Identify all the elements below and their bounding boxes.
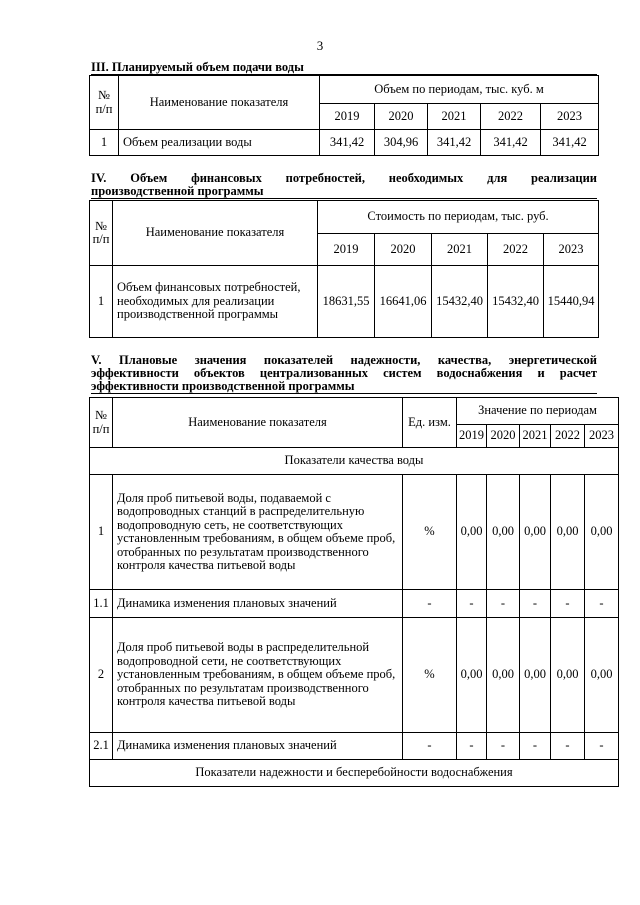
year-cell: 2021 bbox=[520, 425, 551, 448]
year-cell: 2021 bbox=[428, 104, 481, 130]
value-cell: 341,42 bbox=[481, 130, 541, 156]
year-cell: 2023 bbox=[544, 234, 599, 266]
row-no: 1 bbox=[90, 475, 113, 590]
year-cell: 2023 bbox=[585, 425, 619, 448]
year-cell: 2020 bbox=[375, 234, 432, 266]
section5-title-line1: V. Плановые значения показателей надежности, качества, энергетической bbox=[91, 353, 597, 367]
value-cell: 18631,55 bbox=[318, 266, 375, 338]
year-cell: 2020 bbox=[375, 104, 428, 130]
year-cell: 2019 bbox=[457, 425, 487, 448]
table-row bbox=[90, 130, 599, 156]
value-cell: - bbox=[457, 733, 487, 760]
value-cell: 341,42 bbox=[541, 130, 599, 156]
row-name: Доля проб питьевой воды в распределительной водопроводной сети, не соответствующих установленным требованиям, в общем объеме проб, отобранных по результатам производственного контроля качества питьевой воды bbox=[113, 618, 403, 733]
section4-title-line2: производственной программы bbox=[91, 185, 597, 199]
section4-heading bbox=[91, 172, 597, 199]
value-cell: 0,00 bbox=[457, 618, 487, 733]
value-cell: - bbox=[487, 733, 520, 760]
row-no: 2 bbox=[90, 618, 113, 733]
section4-title-line1: IV. Объем финансовых потребностей, необходимых для реализации bbox=[91, 171, 597, 185]
row-unit: % bbox=[403, 618, 457, 733]
value-cell: - bbox=[487, 590, 520, 618]
value-cell: - bbox=[585, 733, 619, 760]
value-cell: 0,00 bbox=[551, 475, 585, 590]
col-name-header: Наименование показателя bbox=[119, 76, 320, 130]
row-no: 1 bbox=[90, 266, 113, 338]
value-cell: 341,42 bbox=[428, 130, 481, 156]
col-no-header: № п/п bbox=[90, 76, 119, 130]
year-cell: 2020 bbox=[487, 425, 520, 448]
table-header-row bbox=[90, 398, 619, 425]
row-unit: - bbox=[403, 590, 457, 618]
col-no-header: № п/п bbox=[90, 398, 113, 448]
year-cell: 2019 bbox=[320, 104, 375, 130]
table-row bbox=[90, 618, 619, 733]
row-name: Динамика изменения плановых значений bbox=[113, 733, 403, 760]
row-name: Объем реализации воды bbox=[119, 130, 320, 156]
section5-heading bbox=[91, 354, 597, 394]
value-cell: 0,00 bbox=[487, 475, 520, 590]
value-cell: 15440,94 bbox=[544, 266, 599, 338]
table-row bbox=[90, 590, 619, 618]
table-row bbox=[90, 475, 619, 590]
section3-table bbox=[89, 75, 599, 156]
year-cell: 2022 bbox=[488, 234, 544, 266]
row-no: 1.1 bbox=[90, 590, 113, 618]
table-header-row bbox=[90, 201, 599, 234]
value-cell: - bbox=[520, 733, 551, 760]
value-cell: 0,00 bbox=[520, 618, 551, 733]
col-name-header: Наименование показателя bbox=[113, 201, 318, 266]
year-cell: 2023 bbox=[541, 104, 599, 130]
year-cell: 2022 bbox=[481, 104, 541, 130]
section5-title-line3: эффективности производственной программы bbox=[91, 380, 597, 394]
page-number: 3 bbox=[316, 38, 324, 53]
row-no: 1 bbox=[90, 130, 119, 156]
value-cell: 15432,40 bbox=[488, 266, 544, 338]
value-cell: 0,00 bbox=[551, 618, 585, 733]
col-period-header: Стоимость по периодам, тыс. руб. bbox=[318, 201, 599, 234]
row-name: Динамика изменения плановых значений bbox=[113, 590, 403, 618]
value-cell: - bbox=[520, 590, 551, 618]
row-unit: - bbox=[403, 733, 457, 760]
value-cell: 0,00 bbox=[585, 618, 619, 733]
table-row bbox=[90, 733, 619, 760]
col-name-header: Наименование показателя bbox=[113, 398, 403, 448]
section5-title-line2: эффективности объектов централизованных систем водоснабжения и расчет bbox=[91, 366, 597, 380]
value-cell: 0,00 bbox=[487, 618, 520, 733]
value-cell: - bbox=[551, 733, 585, 760]
table-row bbox=[90, 266, 599, 338]
value-cell: - bbox=[457, 590, 487, 618]
table-header-row bbox=[90, 76, 599, 104]
value-cell: 0,00 bbox=[457, 475, 487, 590]
value-cell: 341,42 bbox=[320, 130, 375, 156]
value-cell: 15432,40 bbox=[432, 266, 488, 338]
year-cell: 2022 bbox=[551, 425, 585, 448]
value-cell: 304,96 bbox=[375, 130, 428, 156]
group-quality-header: Показатели качества воды bbox=[90, 448, 619, 475]
row-unit: % bbox=[403, 475, 457, 590]
row-name: Объем финансовых потребностей, необходимых для реализации производственной программы bbox=[113, 266, 318, 338]
year-cell: 2019 bbox=[318, 234, 375, 266]
year-cell: 2021 bbox=[432, 234, 488, 266]
col-period-header: Объем по периодам, тыс. куб. м bbox=[320, 76, 599, 104]
col-no-header: № п/п bbox=[90, 201, 113, 266]
col-unit-header: Ед. изм. bbox=[403, 398, 457, 448]
section3-heading bbox=[91, 61, 597, 75]
section4-table bbox=[89, 200, 599, 338]
group-row bbox=[90, 760, 619, 787]
row-name: Доля проб питьевой воды, подаваемой с водопроводных станций в распределительную водопроводную сеть, не соответствующих установленным требованиям, в общем объеме проб, отобранных по результатам производственного контроля качества питьевой воды bbox=[113, 475, 403, 590]
row-no: 2.1 bbox=[90, 733, 113, 760]
section5-table bbox=[89, 397, 619, 787]
value-cell: 0,00 bbox=[520, 475, 551, 590]
value-cell: - bbox=[585, 590, 619, 618]
value-cell: 16641,06 bbox=[375, 266, 432, 338]
col-period-header: Значение по периодам bbox=[457, 398, 619, 425]
group-reliability-header: Показатели надежности и бесперебойности водоснабжения bbox=[90, 760, 619, 787]
value-cell: 0,00 bbox=[585, 475, 619, 590]
group-row bbox=[90, 448, 619, 475]
section3-title: III. Планируемый объем подачи воды bbox=[91, 61, 597, 75]
value-cell: - bbox=[551, 590, 585, 618]
